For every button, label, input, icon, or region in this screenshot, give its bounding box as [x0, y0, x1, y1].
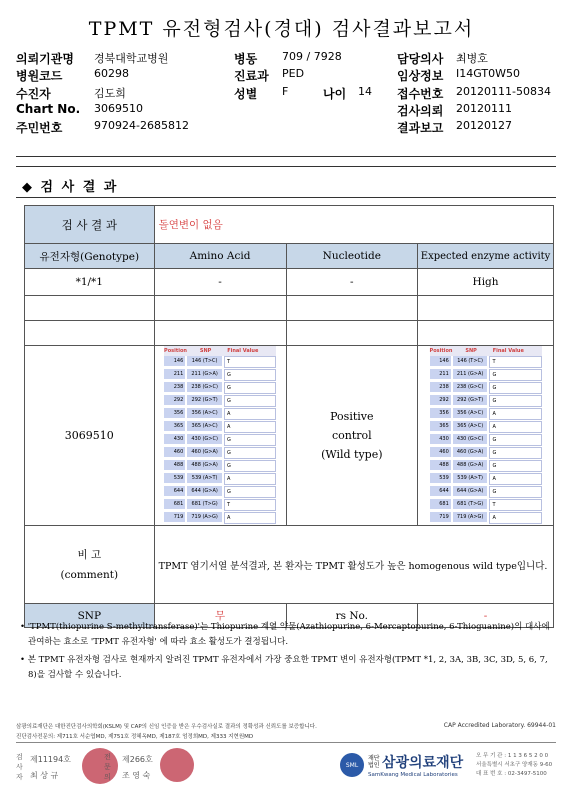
rs-label: rs No. [286, 604, 418, 628]
col-amino-acid: Amino Acid [154, 244, 286, 269]
remark-label: 비 고 (comment) [25, 526, 155, 604]
label-resident-no: 주민번호 [16, 121, 63, 136]
snp-row [430, 447, 542, 460]
snp-cell-fv: A [489, 408, 541, 420]
snp-cell-pos: 211 [164, 369, 185, 379]
snp-cell-snp: 539 (A>T) [187, 473, 222, 483]
org-logo [340, 752, 463, 778]
snp-cell-snp: 146 (T>C) [187, 356, 222, 366]
snp-cell-pos: 430 [430, 434, 451, 444]
cell-enzyme-activity: High [418, 269, 554, 296]
snp-cell-fv: G [224, 486, 276, 498]
value-age: 14 [358, 84, 372, 98]
value-hospital-code: 60298 [94, 67, 129, 81]
snp-cell-fv: A [489, 473, 541, 485]
snp-row [430, 382, 542, 395]
snp-cell-snp: 365 (A>C) [453, 421, 488, 431]
stamp1-side: 검사자 [16, 753, 23, 781]
snp-cell-pos: 292 [430, 395, 451, 405]
snp-cell-fv: G [224, 460, 276, 472]
org-name: 삼광의료재단 [382, 755, 464, 771]
snp-header-snp: SNP [465, 348, 477, 354]
snp-cell-pos: 644 [430, 486, 451, 496]
footer-specialists: 진단검사전문의: 제711호 서순엽MD, 제751호 정혜옥MD, 제187호 엄정희MD, 제333 지현원MD [16, 734, 254, 740]
divider [16, 156, 556, 157]
snp-row [164, 369, 276, 382]
snp-cell-snp: 430 (G>C) [453, 434, 488, 444]
snp-cell-fv: G [224, 382, 276, 394]
label-receipt-no: 접수번호 [397, 86, 444, 101]
snp-row [164, 499, 276, 512]
snp-header-fv: Final Value [492, 348, 524, 354]
snp-cell-snp: 488 (G>A) [453, 460, 488, 470]
snp-cell-fv: A [224, 512, 276, 524]
footer-cap: CAP Accredited Laboratory. 69944-01 [443, 722, 556, 729]
snp-row [430, 473, 542, 486]
snp-cell-pos: 211 [430, 369, 451, 379]
snp-row [164, 460, 276, 473]
snp-row [164, 447, 276, 460]
snp-row [164, 395, 276, 408]
snp-row [164, 421, 276, 434]
snp-cell-fv: G [489, 447, 541, 459]
remark-text: TPMT 염기서열 분석결과, 본 환자는 TPMT 활성도가 높은 homogenous wild type입니다. [154, 526, 553, 604]
snp-cell-fv: G [489, 486, 541, 498]
snp-cell-fv: T [224, 356, 276, 368]
snp-cell-snp: 681 (T>G) [187, 499, 222, 509]
snp-value: 무 [154, 604, 286, 628]
snp-cell-snp: 238 (G>C) [187, 382, 222, 392]
result-label: 검 사 결 과 [25, 206, 155, 244]
snp-cell-pos: 719 [164, 512, 185, 522]
snp-cell-fv: A [489, 512, 541, 524]
cell-amino-acid: - [154, 269, 286, 296]
rs-value: - [418, 604, 554, 628]
note-item: • 본 TPMT 유전자형 검사로 현재까지 알려진 TPMT 유전자에서 가장 중요한 TPMT 변이 유전자형(TPMT *1, 2, 3A, 3B, 3C, 3D, 5, 6, 7, 8)을 검사할 수 있습니다. [20, 655, 548, 680]
snp-cell-fv: G [489, 434, 541, 446]
stamp2-side: 전문의 [104, 753, 111, 781]
snp-cell-fv: G [224, 369, 276, 381]
snp-cell-pos: 539 [164, 473, 185, 483]
snp-cell-pos: 146 [164, 356, 185, 366]
snp-header-pos: Position [164, 348, 187, 354]
snp-cell-pos: 356 [164, 408, 185, 418]
snp-label: SNP [25, 604, 155, 628]
result-value: 돌연변이 없음 [154, 206, 553, 244]
notes [18, 620, 558, 686]
label-hospital-code: 병원코드 [16, 69, 63, 84]
sml-logo-icon: SML [340, 753, 364, 777]
label-chart-no: Chart No. [16, 101, 81, 116]
label-sex: 성별 [234, 86, 258, 101]
snp-row [430, 421, 542, 434]
value-resident-no: 970924-2685812 [94, 119, 189, 133]
label-age: 나이 [323, 86, 347, 101]
divider [16, 742, 556, 743]
snp-cell-pos: 365 [164, 421, 185, 431]
value-department: PED [282, 67, 305, 81]
cell-genotype: *1/*1 [25, 269, 155, 296]
snp-cell-fv: G [489, 369, 541, 381]
snp-cell-fv: G [489, 395, 541, 407]
patient-header [16, 50, 556, 136]
label-result-report: 결과보고 [397, 121, 444, 136]
sample-id: 3069510 [25, 346, 155, 526]
value-requesting-institution: 경북대학교병원 [94, 52, 169, 65]
snp-row [164, 382, 276, 395]
snp-cell-snp: 292 (G>T) [187, 395, 222, 405]
snp-cell-snp: 488 (G>A) [187, 460, 222, 470]
snp-cell-snp: 460 (G>A) [187, 447, 222, 457]
snp-header-pos: Position [429, 348, 453, 354]
snp-cell-snp: 356 (A>C) [187, 408, 222, 418]
snp-cell-snp: 146 (T>C) [453, 356, 488, 366]
seal-icon [160, 748, 194, 782]
result-table [24, 205, 554, 628]
col-nucleotide: Nucleotide [286, 244, 418, 269]
snp-cell-fv: G [224, 447, 276, 459]
control-snp-cell [418, 346, 554, 526]
snp-cell-pos: 365 [430, 421, 451, 431]
stamp2-number: 제266호 [122, 755, 153, 764]
snp-cell-fv: A [224, 408, 276, 420]
footer-certification: 삼광의료재단은 대한진단검사의학회(KSLM) 및 CAP의 신임 인증을 받은 우수검사실로 결과의 정확성과 신뢰도를 보증합니다. [16, 724, 317, 730]
snp-cell-snp: 211 (G>A) [453, 369, 488, 379]
snp-cell-pos: 719 [430, 512, 451, 522]
org-prefix: 재단법인 [368, 755, 380, 769]
label-department: 진료과 [234, 69, 269, 84]
report-title: TPMT 유전형검사(경대) 검사결과보고서 [88, 18, 475, 40]
snp-cell-pos: 292 [164, 395, 185, 405]
control-snp-table [430, 346, 542, 525]
snp-cell-snp: 211 (G>A) [187, 369, 222, 379]
snp-header-snp: SNP [199, 348, 212, 354]
snp-cell-snp: 719 (A>G) [453, 512, 488, 522]
snp-cell-pos: 488 [164, 460, 185, 470]
value-patient: 김도희 [94, 86, 126, 100]
sample-snp-table [164, 346, 276, 525]
snp-cell-fv: G [224, 434, 276, 446]
snp-cell-fv: T [224, 499, 276, 511]
label-doctor: 담당의사 [397, 52, 444, 66]
snp-cell-pos: 238 [430, 382, 451, 392]
col-enzyme-activity: Expected enzyme activity [418, 244, 554, 269]
value-chart-no: 3069510 [94, 101, 143, 115]
snp-cell-snp: 719 (A>G) [187, 512, 222, 522]
snp-row [430, 356, 542, 369]
snp-cell-snp: 365 (A>C) [187, 421, 222, 431]
org-english-name: SamKwang Medical Laboratories [368, 772, 458, 778]
stamp2-name: 조 영 숙 [122, 771, 151, 780]
label-ward: 병동 [234, 52, 258, 66]
snp-cell-pos: 460 [430, 447, 451, 457]
snp-row [430, 460, 542, 473]
label-patient: 수진자 [16, 86, 51, 101]
snp-cell-fv: A [224, 473, 276, 485]
stamp1-number: 제11194호 [30, 755, 71, 764]
snp-cell-fv: A [489, 421, 541, 433]
snp-row [164, 408, 276, 421]
col-genotype: 유전자형(Genotype) [25, 244, 155, 269]
snp-row [164, 512, 276, 525]
snp-cell-pos: 644 [164, 486, 185, 496]
label-test-request: 검사의뢰 [397, 103, 444, 118]
snp-row [430, 434, 542, 447]
snp-cell-snp: 681 (T>G) [453, 499, 488, 509]
snp-row [430, 512, 542, 525]
snp-cell-pos: 238 [164, 382, 185, 392]
snp-cell-pos: 681 [430, 499, 451, 509]
positive-control-label: Positive control (Wild type) [286, 346, 418, 526]
section-title: ◆ 검 사 결 과 [22, 180, 119, 195]
value-doctor: 최병호 [456, 52, 488, 65]
snp-cell-pos: 681 [164, 499, 185, 509]
snp-cell-pos: 356 [430, 408, 451, 418]
snp-row [430, 408, 542, 421]
snp-cell-snp: 292 (G>T) [453, 395, 488, 405]
value-result-report: 20120127 [456, 119, 512, 133]
snp-cell-fv: A [224, 421, 276, 433]
snp-row [430, 486, 542, 499]
snp-header-fv: Final Value [227, 348, 259, 354]
label-requesting-institution: 의뢰기관명 [16, 52, 74, 66]
snp-row [164, 486, 276, 499]
snp-cell-pos: 146 [430, 356, 451, 366]
snp-cell-fv: G [489, 460, 541, 472]
value-clinical-info: I14GT0W50 [456, 67, 520, 81]
value-receipt-no: 20120111-50834 [456, 84, 551, 98]
divider [16, 197, 556, 198]
contact-block: 오 무 기 관 : 1 1 3 6 5 2 0 0 서울특별시 서초구 양재동 9-60 대 표 번 호 : 02-3497-5100 [476, 753, 553, 777]
snp-cell-fv: T [489, 499, 541, 511]
snp-cell-pos: 488 [430, 460, 451, 470]
cell-nucleotide: - [286, 269, 418, 296]
snp-cell-fv: G [224, 395, 276, 407]
divider [16, 166, 556, 167]
snp-row [164, 473, 276, 486]
snp-cell-pos: 430 [164, 434, 185, 444]
snp-row [164, 434, 276, 447]
label-clinical-info: 임상정보 [397, 69, 444, 84]
snp-row [430, 369, 542, 382]
snp-cell-pos: 539 [430, 473, 451, 483]
snp-cell-snp: 460 (G>A) [453, 447, 488, 457]
snp-cell-snp: 430 (G>C) [187, 434, 222, 444]
value-ward: 709 / 7928 [282, 50, 342, 63]
snp-cell-fv: T [489, 356, 541, 368]
snp-row [430, 395, 542, 408]
snp-cell-fv: G [489, 382, 541, 394]
snp-row [430, 499, 542, 512]
value-sex: F [282, 84, 289, 98]
snp-row [164, 356, 276, 369]
snp-cell-snp: 644 (G>A) [453, 486, 488, 496]
sample-snp-cell [154, 346, 286, 526]
note-item: • 'TPMT(thiopurine S-methyltransferase)'는 Thiopurine 계열 약물(Azathiopurine, 6-Mercaptopurine, 6-Thioguanine)의 대사에 관여하는 효소로 'TPMT 유전자형' 에 따라 효소 활성도가 결정됩니다. [20, 622, 550, 647]
value-test-request: 20120111 [456, 101, 512, 115]
snp-cell-snp: 539 (A>T) [453, 473, 488, 483]
snp-cell-snp: 356 (A>C) [453, 408, 488, 418]
snp-cell-snp: 644 (G>A) [187, 486, 222, 496]
snp-cell-snp: 238 (G>C) [453, 382, 488, 392]
stamp1-name: 최 상 규 [30, 771, 59, 780]
snp-cell-pos: 460 [164, 447, 185, 457]
